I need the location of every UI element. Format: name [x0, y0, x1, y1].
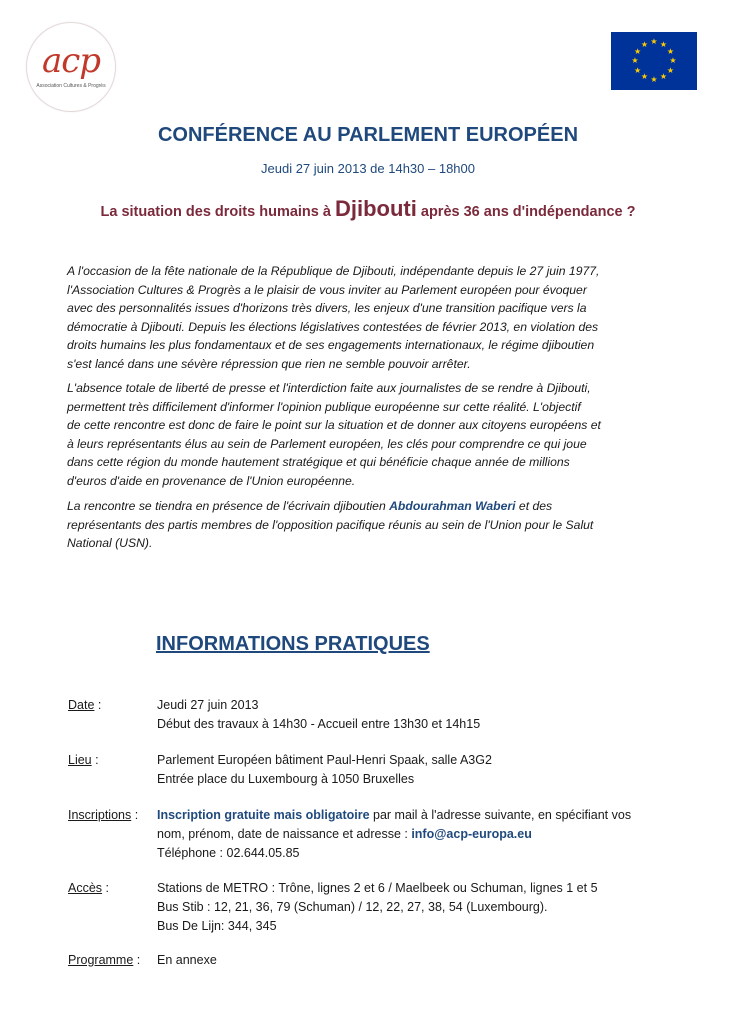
para-line [67, 497, 677, 516]
para-line: avec des personnalités issues d'horizons très divers, les enjeux d'une transition pacifique vers la [67, 301, 587, 315]
para-line: de cette rencontre est donc de faire le point sur la situation et de donner aux citoyens européens et [67, 418, 601, 432]
para-line: l'Association Cultures & Progrès a le plaisir de vous inviter au Parlement européen pour évoquer [67, 282, 587, 297]
logo-subtitle: Association Cultures & Progrès [36, 83, 106, 89]
star-icon: ★ [650, 75, 658, 84]
star-icon: ★ [631, 56, 639, 65]
subtitle-pre: La situation des droits humains à [100, 204, 335, 220]
event-subtitle [0, 196, 736, 222]
acces-line: Bus De Lijn: 344, 345 [157, 919, 277, 933]
logo-text: acp [41, 41, 101, 81]
star-icon: ★ [640, 72, 649, 82]
phone-line: Téléphone : 02.644.05.85 [157, 846, 300, 860]
context-paragraph [67, 379, 677, 490]
lieu-line: Entrée place du Luxembourg à 1050 Bruxelles [157, 772, 415, 786]
acces-line: Stations de METRO : Trône, lignes 2 et 6 / Maelbeek ou Schuman, lignes 1 et 5 [157, 881, 598, 895]
para-line: droits humains les plus fondamentaux et de ses engagements internationaux, le régime djiboutien [67, 338, 595, 352]
star-icon: ★ [666, 46, 675, 56]
para-line: représentants des partis membres de l'opposition pacifique réunis au sein de l'Union pour le Salut [67, 517, 594, 532]
email-link[interactable]: info@acp-europa.eu [411, 827, 532, 841]
programme-value [157, 951, 707, 970]
intro-paragraph [67, 262, 677, 373]
inscription-text: par mail à l'adresse suivante, en spécifiant vos [369, 808, 632, 822]
date-value [157, 696, 707, 734]
star-icon: ★ [669, 56, 677, 65]
para-line: L'absence totale de liberté de presse et l'interdiction faite aux journalistes de se rendre à Djibouti, [67, 381, 591, 395]
star-icon: ★ [633, 46, 642, 56]
info-section-title: INFORMATIONS PRATIQUES [156, 633, 430, 655]
programme-text: En annexe [157, 953, 217, 967]
inscriptions-label: Inscriptions : [68, 808, 139, 822]
para-line: s'est lancé dans une sévère répression que rien ne semble pouvoir arrêter. [67, 356, 471, 371]
para-line: A l'occasion de la fête nationale de la République de Djibouti, indépendante depuis le 27 juin 1977, [67, 264, 600, 278]
star-icon: ★ [650, 37, 658, 46]
date-line: Jeudi 27 juin 2013 [157, 698, 259, 712]
star-icon: ★ [666, 65, 675, 75]
star-icon: ★ [633, 65, 642, 75]
star-icon: ★ [659, 72, 668, 82]
acces-label: Accès : [68, 881, 109, 895]
acp-logo [26, 22, 116, 112]
para3-pre: La rencontre se tiendra en présence de l'écrivain djiboutien [67, 499, 390, 513]
para-line: à leurs représentants élus au sein de Parlement européen, les clés pour comprendre ce qui joue [67, 436, 587, 451]
acces-line: Bus Stib : 12, 21, 36, 79 (Schuman) / 12, 22, 27, 38, 54 (Luxembourg). [157, 900, 548, 914]
speaker-name: Abdourahman Waberi [389, 499, 516, 513]
subtitle-country: Djibouti [334, 196, 417, 221]
para-line: National (USN). [67, 536, 153, 550]
event-date: Jeudi 27 juin 2013 de 14h30 – 18h00 [261, 161, 475, 176]
subtitle-post: après 36 ans d'indépendance ? [416, 204, 636, 220]
inscription-text: nom, prénom, date de naissance et adresse : [157, 827, 412, 841]
inscription-required: Inscription gratuite mais obligatoire [157, 808, 370, 822]
page-title: CONFÉRENCE AU PARLEMENT EUROPÉEN [157, 124, 579, 146]
para-line: démocratie à Djibouti. Depuis les élections législatives contestées de février 2013, en violation des [67, 319, 599, 334]
date-line: Début des travaux à 14h30 - Accueil entre 13h30 et 14h15 [157, 717, 481, 731]
para3-post: et des [515, 499, 553, 513]
lieu-value [157, 751, 707, 789]
lieu-line: Parlement Européen bâtiment Paul-Henri Spaak, salle A3G2 [157, 753, 492, 767]
para-line: d'euros d'aide en provenance de l'Union européenne. [67, 473, 356, 488]
para-line: dans cette région du monde hautement stratégique et qui bénéficie chaque année de millions [67, 455, 570, 469]
para-line: permettent très difficilement d'informer l'opinion publique européenne sur cette réalité. L'objectif [67, 399, 581, 414]
speakers-paragraph [67, 497, 677, 553]
acces-value [157, 879, 707, 936]
star-icon: ★ [640, 39, 649, 49]
date-label: Date : [68, 698, 102, 712]
eu-flag-icon [611, 32, 697, 90]
lieu-label: Lieu : [68, 753, 99, 767]
programme-label: Programme : [68, 953, 141, 967]
star-icon: ★ [659, 39, 668, 49]
inscriptions-value [157, 806, 707, 863]
